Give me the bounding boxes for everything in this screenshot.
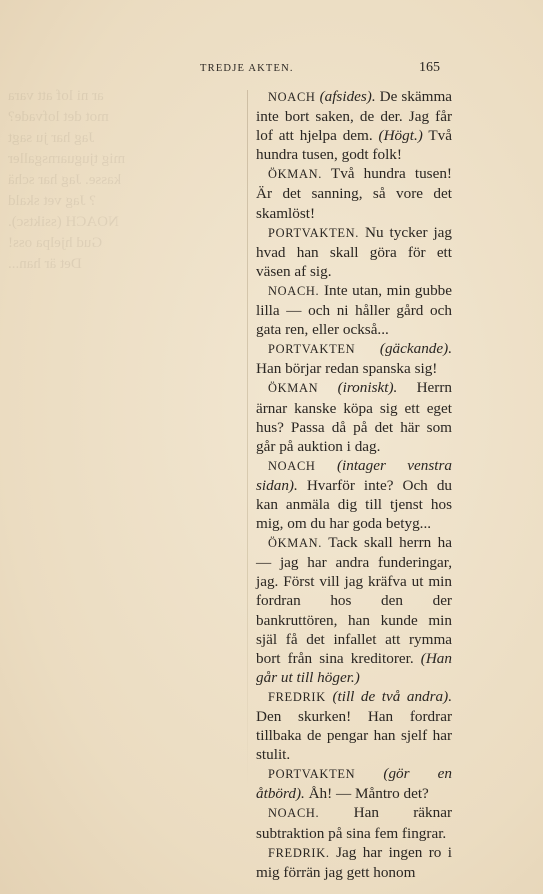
- speech-text: Han börjar redan spanska sig!: [256, 360, 438, 378]
- running-title: TREDJE AKTEN.: [200, 63, 294, 74]
- stage-direction: (Högt.): [378, 127, 423, 145]
- speech-7: [256, 456, 452, 533]
- speech-text: Inte utan, min gubbe lilla — och ni håller gård och gata ren, eller också...: [256, 281, 452, 339]
- stage-direction: (intager venstra sidan).: [256, 456, 453, 494]
- speech-2: [256, 164, 452, 222]
- speech-9: [256, 687, 452, 764]
- speaker: PORTVAKTEN.: [268, 225, 360, 240]
- speech-8: [256, 533, 452, 687]
- speech-11: [256, 803, 452, 842]
- speech-text: Jag har ingen ro i mig förrän jag gett honom: [256, 843, 452, 881]
- speech-12: [256, 843, 452, 882]
- speech-text: De skämma inte bort saken, de der. Jag får lof att hjelpa dem.: [256, 88, 452, 145]
- speaker: ÖKMAN.: [268, 167, 323, 182]
- speech-text: Två hundra tusen! Är det sanning, så vore det skamlöst!: [256, 165, 452, 222]
- stage-direction: (Han går ut till höger.): [256, 649, 452, 686]
- page-number: 165: [419, 60, 440, 75]
- speech-4: [256, 281, 452, 339]
- speech-text: Två hundra tusen, godt folk!: [256, 127, 453, 164]
- speech-6: [256, 378, 452, 455]
- speaker: ÖKMAN.: [268, 536, 323, 551]
- show-through-text: ar ni lof att vara mot det lofvade? Jag har ju sagt mig tjuguarnsgaller kasse. Jag har schä ? Jag vet skald NOACH (ssiktsc). Gud hjelpa oss! Det är han...: [8, 88, 126, 272]
- speech-text: Tack skall herrn ha — jag har andra funderingar, jag. Först vill jag kräfva ut min fordran hos den der bankruttören, han kunde min själ få det infallet att rymma bort från sina kreditorer.: [256, 534, 452, 667]
- speaker: PORTVAKTEN: [268, 342, 356, 357]
- speech-text: Hvarför inte? Och du kan anmäla dig till tjenst hos mig, om du har goda betyg...: [256, 476, 453, 533]
- gutter-shadow: [247, 90, 248, 790]
- speech-10: [256, 764, 452, 803]
- speech-text: Nu tycker jag hvad han skall göra för ett väsen af sig.: [256, 223, 453, 280]
- speaker: FREDRIK.: [268, 845, 330, 860]
- speaker: NOACH: [268, 458, 316, 473]
- speaker: NOACH.: [268, 283, 320, 298]
- speech-3: [256, 223, 452, 281]
- speech-1: [256, 87, 452, 164]
- speaker: NOACH: [268, 90, 316, 104]
- stage-direction: (till de två andra).: [332, 687, 452, 705]
- speaker: PORTVAKTEN: [268, 767, 356, 782]
- speech-5: [256, 339, 452, 378]
- stage-direction: (gör en åtbörd).: [256, 765, 452, 803]
- speech-text: Han räknar subtraktion på sina fem fingrar.: [256, 804, 453, 842]
- speaker: FREDRIK: [268, 689, 326, 704]
- speech-text: Åh! — Måntro det?: [308, 785, 429, 803]
- speaker: NOACH.: [268, 806, 320, 821]
- stage-direction: (ironiskt).: [337, 379, 398, 397]
- speaker: ÖKMAN: [268, 381, 319, 396]
- stage-direction: (gäckande).: [379, 340, 452, 358]
- speech-text: Den skurken! Han fordrar tillbaka de pengar han sjelf har stulit.: [256, 708, 452, 764]
- running-head: [200, 60, 440, 78]
- text-column: [256, 87, 452, 882]
- stage-direction: (afsides).: [319, 88, 376, 105]
- speech-text: Herrn ärnar kanske köpa sig ett eget hus? Passa då på det här som går på auktion i dag.: [256, 379, 452, 455]
